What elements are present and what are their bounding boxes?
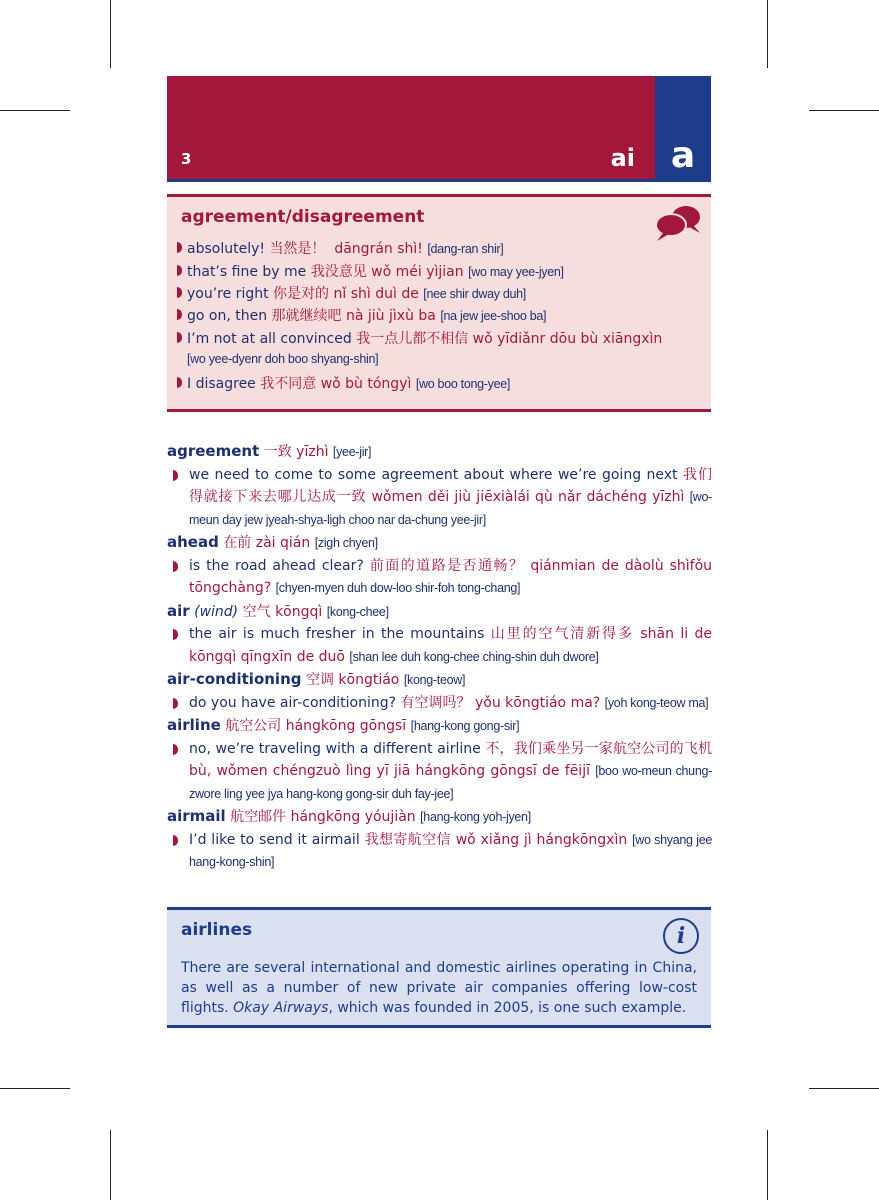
phrase-pinyin: wǒ yīdiǎnr dōu bù xiāngxìn xyxy=(472,331,663,347)
crop-mark xyxy=(767,1130,768,1200)
phrase-pronunciation: [dang-ran shir] xyxy=(427,242,504,256)
crop-mark xyxy=(0,110,70,111)
phrase-chinese: 我一点儿都不相信 xyxy=(356,331,469,347)
phrase-box-title: agreement/disagreement xyxy=(181,207,425,227)
example-pinyin: bù, wǒmen chéngzuò lìng yī jiā hángkōng gōngsī de fēijī xyxy=(189,763,590,779)
page-number: 3 xyxy=(181,150,192,168)
phrase-pinyin: dāngrán shì! xyxy=(334,241,423,257)
example-pronunciation: [boo wo-meun chung-zwore ling yee jya hang-kong gong-sir duh fay-jee] xyxy=(189,764,712,801)
dictionary-entry xyxy=(167,440,712,531)
phrase-pronunciation: [na jew jee-shoo ba] xyxy=(440,309,547,323)
dictionary-entry xyxy=(167,805,712,874)
section-label: ai xyxy=(610,144,635,172)
phrase-item-continuation xyxy=(187,351,378,367)
example-english: the air is much fresher in the mountains xyxy=(189,626,485,642)
entry-headword-line xyxy=(167,668,712,692)
phrase-pinyin: nǐ shì duì de xyxy=(333,286,419,302)
bullet-icon xyxy=(173,470,178,481)
dictionary-entry xyxy=(167,714,712,805)
phrase-pronunciation: [wo may yee-jyen] xyxy=(468,265,564,279)
entry-headword-line xyxy=(167,531,712,555)
phrase-pinyin: wǒ méi yìjian xyxy=(371,264,464,280)
phrase-english: I’m not at all convinced xyxy=(187,331,352,347)
bullet-icon xyxy=(177,287,182,298)
phrase-english: you’re right xyxy=(187,286,269,302)
entry-chinese: 一致 xyxy=(263,444,292,460)
info-text: , which was founded in 2005, is one such example. xyxy=(328,1000,687,1016)
example-pinyin: yǒu kōngtiáo ma? xyxy=(474,694,601,711)
bullet-icon xyxy=(173,629,178,640)
phrase-chinese: 我不同意 xyxy=(260,376,317,392)
example-pronunciation: [chyen-myen duh dow-loo shir-foh tong-chang] xyxy=(275,581,521,595)
letter-label: a xyxy=(670,135,696,176)
phrase-chinese: 当然是！ xyxy=(269,241,326,257)
bullet-icon xyxy=(177,265,182,276)
headword: airline xyxy=(167,716,221,734)
bullet-icon xyxy=(173,561,178,572)
phrase-item xyxy=(177,373,510,393)
info-box-title: airlines xyxy=(181,920,253,940)
example-chinese: 我想寄航空信 xyxy=(364,831,451,848)
example-chinese: 有空调吗？ xyxy=(400,694,471,711)
phrase-item xyxy=(177,283,526,303)
entry-pronunciation: [kong-teow] xyxy=(403,673,466,687)
dictionary-entries xyxy=(167,440,712,874)
entry-headword-line xyxy=(167,440,712,464)
example-pinyin: wǒmen děi jiù jiēxiàlái qù nǎr dáchéng yīzhì xyxy=(371,489,685,505)
entry-pronunciation: [yee-jir] xyxy=(332,445,372,459)
phrase-chinese: 那就继续吧 xyxy=(271,308,342,324)
example xyxy=(167,738,712,806)
entry-pinyin: kōngtiáo xyxy=(338,672,400,688)
headword: ahead xyxy=(167,533,219,551)
phrase-item xyxy=(177,328,662,348)
entry-pronunciation: [hang-kong gong-sir] xyxy=(410,719,520,733)
bullet-icon xyxy=(173,835,178,846)
phrase-item xyxy=(177,261,564,281)
bullet-icon xyxy=(177,309,182,320)
entry-chinese: 航空邮件 xyxy=(230,809,287,825)
entry-pinyin: kōngqì xyxy=(275,603,323,620)
example-english: do you have air-conditioning? xyxy=(189,694,397,711)
entry-pronunciation: [hang-kong yoh-jyen] xyxy=(420,810,531,824)
headword: air-conditioning xyxy=(167,670,302,688)
crop-mark xyxy=(809,110,879,111)
entry-headword-line xyxy=(167,805,712,829)
example-chinese: 山里的空气清新得多 xyxy=(490,626,634,642)
example xyxy=(167,464,712,532)
headword: airmail xyxy=(167,807,226,825)
phrase-english: go on, then xyxy=(187,308,268,324)
example-chinese: 不，我们乘坐另一家航空公司的飞机 xyxy=(485,740,713,757)
bullet-icon xyxy=(173,744,178,755)
example-pronunciation: [wo-meun day jew jyeah-shya-ligh choo nar da-chung yee-jir] xyxy=(189,490,713,527)
phrase-pronunciation: [nee shir dway duh] xyxy=(423,287,526,301)
entry-pinyin: yīzhì xyxy=(296,444,329,460)
example-english: is the road ahead clear? xyxy=(189,557,364,574)
dictionary-entry xyxy=(167,668,712,714)
crop-mark xyxy=(809,1088,879,1089)
info-text: There are several international and domestic airlines operating in China, as well as a number of new private air companies offering low-cost flights. xyxy=(181,960,697,1016)
dictionary-entry xyxy=(167,600,712,669)
info-icon: i xyxy=(663,918,699,954)
speech-bubbles-icon xyxy=(653,203,703,243)
phrase-box xyxy=(167,194,711,412)
bullet-icon xyxy=(173,698,178,709)
crop-mark xyxy=(110,0,111,68)
example-pronunciation: [yoh kong-teow ma] xyxy=(604,695,709,710)
headword: agreement xyxy=(167,442,260,460)
phrase-pronunciation: [wo boo tong-yee] xyxy=(415,377,511,391)
entry-chinese: 在前 xyxy=(223,535,252,551)
entry-pinyin: zài qián xyxy=(255,535,311,551)
crop-mark xyxy=(0,1088,70,1089)
bullet-icon xyxy=(177,332,182,343)
header-rule xyxy=(167,179,711,182)
bullet-icon xyxy=(177,377,182,388)
dictionary-entry xyxy=(167,531,712,600)
entry-pinyin: hángkōng gōngsī xyxy=(285,718,407,734)
phrase-item xyxy=(177,238,503,258)
info-text-italic: Okay Airways xyxy=(233,1000,329,1016)
example-pronunciation: [shan lee duh kong-chee ching-shin duh dwore] xyxy=(349,649,599,664)
example-chinese: 前面的道路是否通畅？ xyxy=(369,557,525,574)
phrase-english: I disagree xyxy=(187,376,256,392)
phrase-pronunciation: [wo yee-dyenr doh boo shyang-shin] xyxy=(187,352,379,366)
entry-pronunciation: [kong-chee] xyxy=(326,604,389,619)
entry-pinyin: hángkōng yóujiàn xyxy=(290,809,416,825)
phrase-chinese: 你是对的 xyxy=(273,286,330,302)
example-chinese: 我们得就接下来去哪儿达成一致 xyxy=(189,466,712,505)
phrase-pinyin: nà jiù jìxù ba xyxy=(346,308,436,324)
header-band xyxy=(167,76,655,180)
headword: air xyxy=(167,601,190,620)
entry-pronunciation: [zigh chyen] xyxy=(314,536,378,550)
entry-headword-line xyxy=(167,714,712,738)
example-pinyin: qiánmian de dàolù shìfǒu tōngchàng? xyxy=(189,557,713,596)
entry-chinese: 空调 xyxy=(305,672,334,688)
phrase-english: that’s fine by me xyxy=(187,264,307,280)
gloss: (wind) xyxy=(194,603,239,620)
phrase-item xyxy=(177,305,546,325)
example xyxy=(167,692,712,715)
phrase-english: absolutely! xyxy=(187,241,265,257)
example-english: I’d like to send it airmail xyxy=(189,831,360,848)
example-pronunciation: [wo shyang jee hang-kong-shin] xyxy=(189,832,713,869)
entry-headword-line xyxy=(167,600,712,624)
example xyxy=(167,623,712,668)
example-english: no, we’re traveling with a different airline xyxy=(189,740,481,757)
info-box xyxy=(167,907,711,1028)
entry-chinese: 航空公司 xyxy=(225,718,282,734)
phrase-pinyin: wǒ bù tóngyì xyxy=(320,376,412,392)
page-header xyxy=(167,76,711,180)
phrase-chinese: 我没意见 xyxy=(310,264,367,280)
info-box-text xyxy=(181,958,697,1018)
entry-chinese: 空气 xyxy=(242,603,271,620)
bullet-icon xyxy=(177,242,182,253)
example xyxy=(167,829,712,874)
letter-tab xyxy=(655,76,711,180)
example-pinyin: shān li de kōngqì qīngxīn de duō xyxy=(189,626,713,665)
example xyxy=(167,555,712,600)
crop-mark xyxy=(110,1130,111,1200)
example-pinyin: wǒ xiǎng jì hángkōngxìn xyxy=(455,831,628,848)
crop-mark xyxy=(767,0,768,68)
example-english: we need to come to some agreement about where we’re going next xyxy=(189,466,678,483)
